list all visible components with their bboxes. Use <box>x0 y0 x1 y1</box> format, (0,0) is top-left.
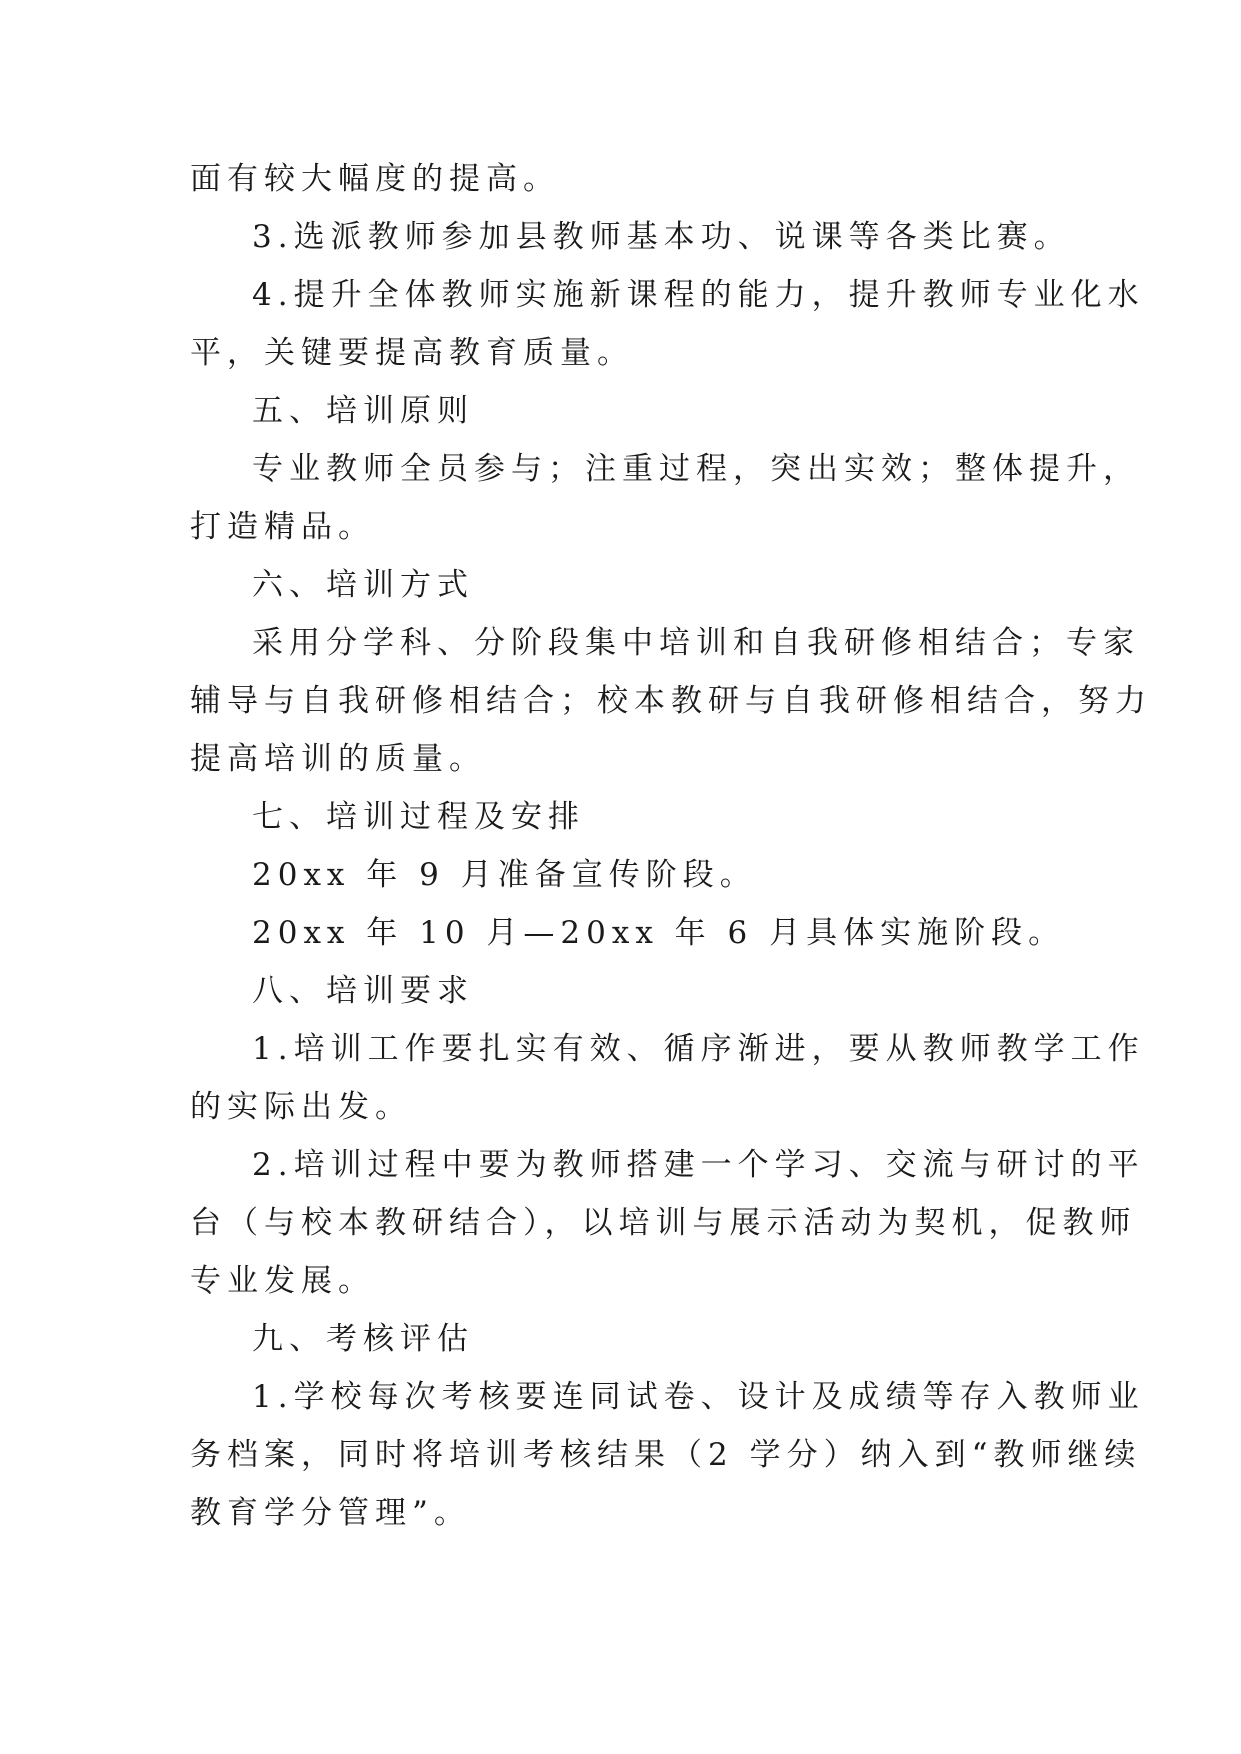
heading-text: 八、培训要求 <box>252 973 474 1009</box>
paragraph-1 <box>190 150 1050 208</box>
section-heading-7 <box>190 788 1050 846</box>
text-line: 4.提升全体教师实施新课程的能力，提升教师专业化水 <box>252 277 1145 313</box>
text-line: 1.学校每次考核要连同试卷、设计及成绩等存入教师业 <box>252 1379 1145 1415</box>
text-line: 教育学分管理”。 <box>190 1495 471 1531</box>
text-line: 采用分学科、分阶段集中培训和自我研修相结合；专家 <box>252 625 1140 661</box>
section-heading-5 <box>190 382 1050 440</box>
paragraph-requirement-2 <box>190 1136 1145 1310</box>
text-line: 辅导与自我研修相结合；校本教研与自我研修相结合，努力 <box>190 683 1152 719</box>
text-line: 面有较大幅度的提高。 <box>190 161 560 197</box>
text-line: 2.培训过程中要为教师搭建一个学习、交流与研讨的平 <box>252 1147 1145 1183</box>
heading-text: 七、培训过程及安排 <box>252 799 585 835</box>
text-line: 的实际出发。 <box>190 1089 412 1125</box>
paragraph-schedule-1 <box>190 846 1050 904</box>
text-line: 打造精品。 <box>190 509 375 545</box>
text-line: 专业教师全员参与；注重过程，突出实效；整体提升， <box>252 451 1140 487</box>
paragraph-principles <box>190 440 1140 556</box>
text-line: 20xx 年 10 月—20xx 年 6 月具体实施阶段。 <box>252 915 1066 951</box>
paragraph-requirement-1 <box>190 1020 1145 1136</box>
paragraph-methods <box>190 614 1152 788</box>
section-heading-6 <box>190 556 1050 614</box>
text-line: 1.培训工作要扎实有效、循序渐进，要从教师教学工作 <box>252 1031 1145 1067</box>
section-heading-9 <box>190 1310 1050 1368</box>
heading-text: 六、培训方式 <box>252 567 474 603</box>
text-line: 专业发展。 <box>190 1263 375 1299</box>
text-line: 平，关键要提高教育质量。 <box>190 335 634 371</box>
paragraph-item-3 <box>190 208 1071 266</box>
text-line: 台（与校本教研结合），以培训与展示活动为契机，促教师 <box>190 1205 1137 1241</box>
text-line: 3.选派教师参加县教师基本功、说课等各类比赛。 <box>252 219 1071 255</box>
document-body <box>190 150 1152 1542</box>
heading-text: 九、考核评估 <box>252 1321 474 1357</box>
text-line: 提高培训的质量。 <box>190 741 486 777</box>
paragraph-schedule-2 <box>190 904 1066 962</box>
heading-text: 五、培训原则 <box>252 393 474 429</box>
text-line: 20xx 年 9 月准备宣传阶段。 <box>252 857 757 893</box>
paragraph-item-4 <box>190 266 1145 382</box>
section-heading-8 <box>190 962 1050 1020</box>
text-line: 务档案，同时将培训考核结果（2 学分）纳入到“教师继续 <box>190 1437 1142 1473</box>
paragraph-assessment-1 <box>190 1368 1145 1542</box>
